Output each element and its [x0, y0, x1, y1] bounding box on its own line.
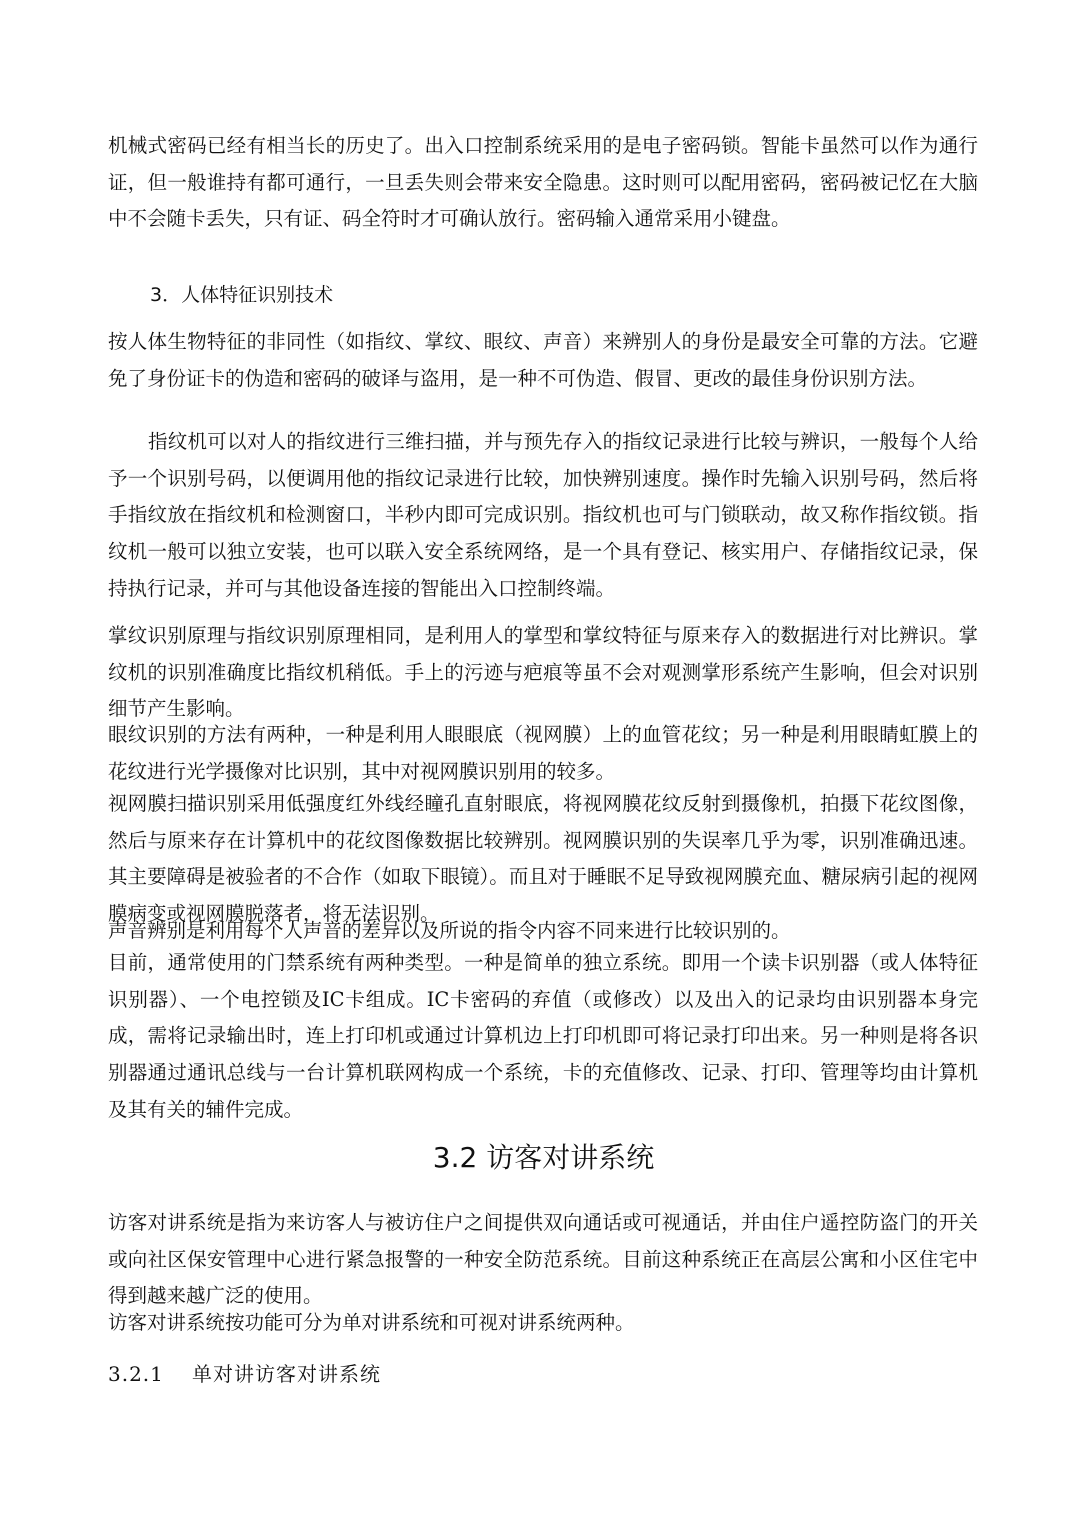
- subsection-number: 3.2.1: [108, 1362, 164, 1386]
- paragraph-password: 机械式密码已经有相当长的历史了。出入口控制系统采用的是电子密码锁。智能卡虽然可以作为通行证，但一般谁持有都可通行，一旦丢失则会带来安全隐患。这时则可以配用密码，密码被记忆在大脑中不会随卡丢失，只有证、码全符时才可确认放行。密码输入通常采用小键盘。: [108, 134, 978, 231]
- paragraph-palmprint: 掌纹识别原理与指纹识别原理相同，是利用人的掌型和掌纹特征与原来存入的数据进行对比辨识。掌纹机的识别准确度比指纹机稍低。手上的污迹与疤痕等虽不会对观测掌形系统产生影响，但会对识别细节产生影响。: [108, 624, 978, 721]
- subsection-title: [108, 1358, 381, 1390]
- paragraph-intercom-definition: 访客对讲系统是指为来访客人与被访住户之间提供双向通话或可视通话，并由住户遥控防盗门的开关或向社区保安管理中心进行紧急报警的一种安全防范系统。目前这种系统正在高层公寓和小区住宅中得到越来越广泛的使用。: [108, 1211, 978, 1308]
- paragraph-eye-pattern: 眼纹识别的方法有两种，一种是利用人眼眼底（视网膜）上的血管花纹；另一种是利用眼睛虹膜上的花纹进行光学摄像对比识别，其中对视网膜识别用的较多。: [108, 723, 978, 783]
- paragraph-intercom-classification: 访客对讲系统按功能可分为单对讲系统和可视对讲系统两种。: [108, 1311, 635, 1334]
- paragraph-voice: 声音辨别是利用每个人声音的差异以及所说的指令内容不同来进行比较识别的。: [108, 919, 791, 942]
- heading-biometric-identification: 3．人体特征识别技术: [150, 284, 334, 306]
- section-title: 3.2 访客对讲系统: [432, 1141, 655, 1174]
- paragraph-biometric-intro: 按人体生物特征的非同性（如指纹、掌纹、眼纹、声音）来辨别人的身份是最安全可靠的方法。它避免了身份证卡的伪造和密码的破译与盗用，是一种不可伪造、假冒、更改的最佳身份识别方法。: [108, 330, 978, 390]
- paragraph-access-system-types: 目前，通常使用的门禁系统有两种类型。一种是简单的独立系统。即用一个读卡识别器（或人体特征识别器）、一个电控锁及IC卡组成。IC卡密码的弃值（或修改）以及出入的记录均由识别器本身完成，需将记录输出时，连上打印机或通过计算机边上打印机即可将记录打印出来。另一种则是将各识别器通过通讯总线与一台计算机联网构成一个系统，卡的充值修改、记录、打印、管理等均由计算机及其有关的辅件完成。: [108, 951, 978, 1121]
- paragraph-retina-scan: 视网膜扫描识别采用低强度红外线经瞳孔直射眼底，将视网膜花纹反射到摄像机，拍摄下花纹图像，然后与原来存在计算机中的花纹图像数据比较辨别。视网膜识别的失误率几乎为零，识别准确迅速。其主要障碍是被验者的不合作（如取下眼镜）。而且对于睡眠不足导致视网膜充血、糖尿病引起的视网膜病变或视网膜脱落者，将无法识别。: [108, 792, 978, 926]
- paragraph-fingerprint: 指纹机可以对人的指纹进行三维扫描，并与预先存入的指纹记录进行比较与辨识，一般每个人给予一个识别号码，以便调用他的指纹记录进行比较，加快辨别速度。操作时先输入识别号码，然后将手指纹放在指纹机和检测窗口，半秒内即可完成识别。指纹机也可与门锁联动，故又称作指纹锁。指纹机一般可以独立安装，也可以联入安全系统网络，是一个具有登记、核实用户、存储指纹记录，保持执行记录，并可与其他设备连接的智能出入口控制终端。: [108, 430, 978, 600]
- subsection-label: 单对讲访客对讲系统: [192, 1362, 381, 1386]
